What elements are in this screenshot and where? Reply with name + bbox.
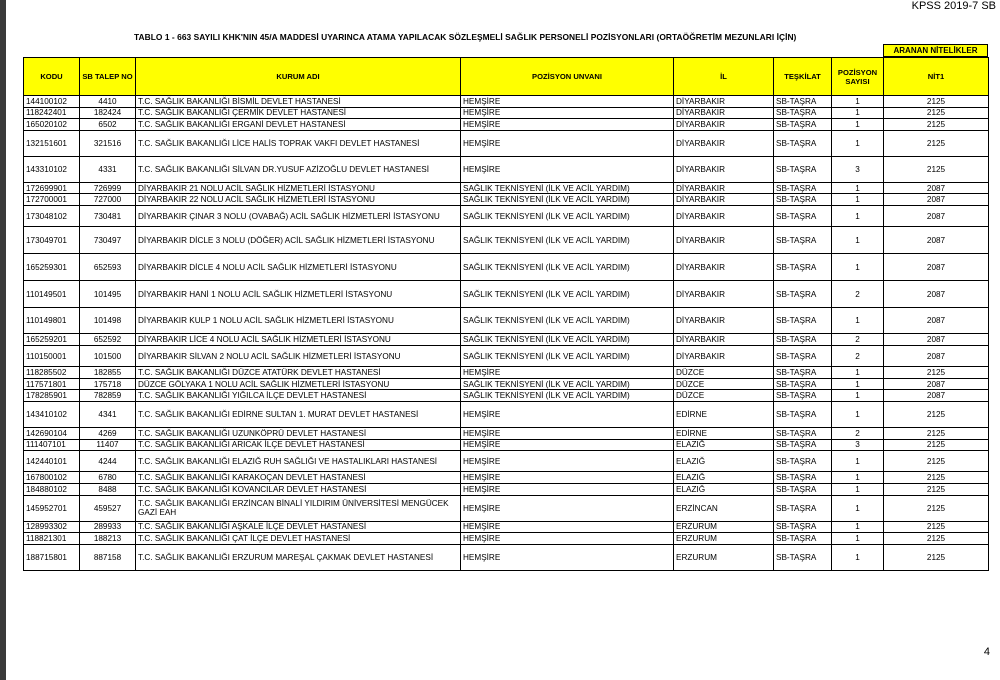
cell-sayi: 1 — [832, 308, 884, 334]
cell-nit: 2125 — [884, 533, 989, 545]
cell-talep: 8488 — [80, 484, 136, 496]
cell-pozisyon: SAĞLIK TEKNİSYENİ (İLK VE ACİL YARDIM) — [461, 182, 674, 194]
cell-sayi: 1 — [832, 378, 884, 390]
cell-kurum: DİYARBAKIR ÇINAR 3 NOLU (OVABAĞ) ACİL SAĞLIK HİZMETLERİ İSTASYONU — [136, 205, 461, 226]
cell-teskilat: SB-TAŞRA — [774, 254, 832, 281]
cell-sayi: 1 — [832, 401, 884, 427]
cell-talep: 4331 — [80, 156, 136, 182]
table-row — [24, 281, 989, 308]
cell-il: DİYARBAKIR — [674, 96, 774, 108]
cell-il: ELAZIĞ — [674, 451, 774, 472]
cell-pozisyon: HEMŞİRE — [461, 544, 674, 570]
cell-sayi: 1 — [832, 533, 884, 545]
table-row — [24, 544, 989, 570]
cell-pozisyon: SAĞLIK TEKNİSYENİ (İLK VE ACİL YARDIM) — [461, 390, 674, 402]
cell-kurum: T.C. SAĞLIK BAKANLIĞI UZUNKÖPRÜ DEVLET HASTANESİ — [136, 427, 461, 439]
cell-il: DİYARBAKIR — [674, 227, 774, 254]
cell-il: ERZİNCAN — [674, 495, 774, 521]
col-header-sb-talep: SB TALEP NO — [80, 58, 136, 96]
cell-teskilat: SB-TAŞRA — [774, 334, 832, 346]
cell-talep: 101495 — [80, 281, 136, 308]
cell-sayi: 2 — [832, 281, 884, 308]
cell-talep: 6780 — [80, 472, 136, 484]
cell-teskilat: SB-TAŞRA — [774, 401, 832, 427]
cell-talep: 4410 — [80, 96, 136, 108]
cell-pozisyon: HEMŞİRE — [461, 156, 674, 182]
cell-nit: 2125 — [884, 107, 989, 119]
col-header-pozisyon: POZİSYON UNVANI — [461, 58, 674, 96]
table-row — [24, 119, 989, 131]
cell-pozisyon: HEMŞİRE — [461, 367, 674, 379]
cell-il: DÜZCE — [674, 378, 774, 390]
cell-kurum: T.C. SAĞLIK BAKANLIĞI ELAZIĞ RUH SAĞLIĞI VE HASTALIKLARI HASTANESİ — [136, 451, 461, 472]
cell-nit: 2087 — [884, 205, 989, 226]
cell-teskilat: SB-TAŞRA — [774, 521, 832, 533]
cell-kurum: DİYARBAKIR DİCLE 4 NOLU ACİL SAĞLIK HİZMETLERİ İSTASYONU — [136, 254, 461, 281]
cell-teskilat: SB-TAŞRA — [774, 345, 832, 366]
cell-pozisyon: HEMŞİRE — [461, 130, 674, 156]
aranan-nitelikler-header: ARANAN NİTELİKLER — [883, 44, 988, 57]
cell-kurum: T.C. SAĞLIK BAKANLIĞI ÇAT İLÇE DEVLET HASTANESİ — [136, 533, 461, 545]
cell-talep: 730497 — [80, 227, 136, 254]
cell-pozisyon: HEMŞİRE — [461, 427, 674, 439]
cell-sayi: 2 — [832, 334, 884, 346]
cell-kodu: 110150001 — [24, 345, 80, 366]
cell-kurum: T.C. SAĞLIK BAKANLIĞI AŞKALE İLÇE DEVLET HASTANESİ — [136, 521, 461, 533]
cell-kodu: 132151601 — [24, 130, 80, 156]
cell-teskilat: SB-TAŞRA — [774, 156, 832, 182]
cell-nit: 2087 — [884, 308, 989, 334]
cell-sayi: 1 — [832, 390, 884, 402]
cell-kodu: 184880102 — [24, 484, 80, 496]
table-row — [24, 439, 989, 451]
cell-teskilat: SB-TAŞRA — [774, 544, 832, 570]
cell-teskilat: SB-TAŞRA — [774, 182, 832, 194]
table-row — [24, 378, 989, 390]
cell-il: DİYARBAKIR — [674, 194, 774, 206]
cell-teskilat: SB-TAŞRA — [774, 533, 832, 545]
cell-il: DİYARBAKIR — [674, 156, 774, 182]
cell-kurum: T.C. SAĞLIK BAKANLIĞI EDİRNE SULTAN 1. MURAT DEVLET HASTANESİ — [136, 401, 461, 427]
cell-teskilat: SB-TAŞRA — [774, 107, 832, 119]
cell-il: ELAZIĞ — [674, 472, 774, 484]
cell-teskilat: SB-TAŞRA — [774, 495, 832, 521]
cell-il: DİYARBAKIR — [674, 345, 774, 366]
cell-kurum: T.C. SAĞLIK BAKANLIĞI ÇERMİK DEVLET HASTANESİ — [136, 107, 461, 119]
cell-talep: 4341 — [80, 401, 136, 427]
table-row — [24, 367, 989, 379]
cell-kurum: T.C. SAĞLIK BAKANLIĞI DÜZCE ATATÜRK DEVLET HASTANESİ — [136, 367, 461, 379]
cell-il: DÜZCE — [674, 390, 774, 402]
cell-sayi: 1 — [832, 367, 884, 379]
cell-talep: 188213 — [80, 533, 136, 545]
cell-nit: 2087 — [884, 281, 989, 308]
cell-kodu: 143410102 — [24, 401, 80, 427]
document-page — [6, 0, 1000, 680]
table-row — [24, 427, 989, 439]
cell-kodu: 188715801 — [24, 544, 80, 570]
cell-sayi: 1 — [832, 119, 884, 131]
cell-il: DİYARBAKIR — [674, 130, 774, 156]
cell-teskilat: SB-TAŞRA — [774, 130, 832, 156]
cell-nit: 2087 — [884, 390, 989, 402]
cell-il: ERZURUM — [674, 544, 774, 570]
cell-nit: 2125 — [884, 472, 989, 484]
cell-nit: 2125 — [884, 495, 989, 521]
cell-kodu: 144100102 — [24, 96, 80, 108]
cell-nit: 2125 — [884, 427, 989, 439]
cell-teskilat: SB-TAŞRA — [774, 96, 832, 108]
cell-talep: 321516 — [80, 130, 136, 156]
cell-nit: 2125 — [884, 156, 989, 182]
table-row — [24, 182, 989, 194]
cell-nit: 2125 — [884, 401, 989, 427]
cell-il: DİYARBAKIR — [674, 107, 774, 119]
cell-pozisyon: HEMŞİRE — [461, 495, 674, 521]
col-header-sayisi: POZİSYON SAYISI — [832, 58, 884, 96]
cell-kodu: 178285901 — [24, 390, 80, 402]
cell-talep: 182855 — [80, 367, 136, 379]
table-row — [24, 194, 989, 206]
cell-talep: 4269 — [80, 427, 136, 439]
col-header-kurum: KURUM ADI — [136, 58, 461, 96]
cell-nit: 2125 — [884, 451, 989, 472]
cell-talep: 652593 — [80, 254, 136, 281]
table-row — [24, 390, 989, 402]
cell-pozisyon: HEMŞİRE — [461, 439, 674, 451]
cell-teskilat: SB-TAŞRA — [774, 119, 832, 131]
cell-sayi: 1 — [832, 227, 884, 254]
cell-sayi: 1 — [832, 107, 884, 119]
cell-teskilat: SB-TAŞRA — [774, 472, 832, 484]
cell-pozisyon: HEMŞİRE — [461, 484, 674, 496]
cell-kurum: DÜZCE GÖLYAKA 1 NOLU ACİL SAĞLIK HİZMETLERİ İSTASYONU — [136, 378, 461, 390]
table-body — [24, 96, 989, 571]
table-row — [24, 254, 989, 281]
col-header-il: İL — [674, 58, 774, 96]
cell-pozisyon: HEMŞİRE — [461, 521, 674, 533]
cell-kurum: T.C. SAĞLIK BAKANLIĞI ERGANİ DEVLET HASTANESİ — [136, 119, 461, 131]
cell-kurum: T.C. SAĞLIK BAKANLIĞI SİLVAN DR.YUSUF AZİZOĞLU DEVLET HASTANESİ — [136, 156, 461, 182]
cell-sayi: 1 — [832, 182, 884, 194]
cell-kodu: 128993302 — [24, 521, 80, 533]
col-header-nit1: NİT1 — [884, 58, 989, 96]
cell-sayi: 1 — [832, 544, 884, 570]
cell-nit: 2125 — [884, 439, 989, 451]
cell-talep: 782859 — [80, 390, 136, 402]
cell-nit: 2087 — [884, 378, 989, 390]
cell-pozisyon: HEMŞİRE — [461, 107, 674, 119]
cell-talep: 652592 — [80, 334, 136, 346]
cell-pozisyon: SAĞLIK TEKNİSYENİ (İLK VE ACİL YARDIM) — [461, 334, 674, 346]
cell-talep: 101498 — [80, 308, 136, 334]
cell-nit: 2087 — [884, 194, 989, 206]
cell-il: DİYARBAKIR — [674, 281, 774, 308]
cell-il: DÜZCE — [674, 367, 774, 379]
table-row — [24, 205, 989, 226]
cell-talep: 887158 — [80, 544, 136, 570]
table-row — [24, 156, 989, 182]
cell-nit: 2087 — [884, 254, 989, 281]
table-row — [24, 130, 989, 156]
table-row — [24, 533, 989, 545]
cell-pozisyon: SAĞLIK TEKNİSYENİ (İLK VE ACİL YARDIM) — [461, 227, 674, 254]
table-row — [24, 472, 989, 484]
cell-il: EDİRNE — [674, 427, 774, 439]
cell-pozisyon: SAĞLIK TEKNİSYENİ (İLK VE ACİL YARDIM) — [461, 194, 674, 206]
cell-il: EDİRNE — [674, 401, 774, 427]
table-row — [24, 521, 989, 533]
cell-talep: 6502 — [80, 119, 136, 131]
cell-kurum: DİYARBAKIR DİCLE 3 NOLU (DÖĞER) ACİL SAĞLIK HİZMETLERİ İSTASYONU — [136, 227, 461, 254]
table-row — [24, 107, 989, 119]
cell-il: DİYARBAKIR — [674, 254, 774, 281]
cell-sayi: 1 — [832, 521, 884, 533]
cell-nit: 2125 — [884, 544, 989, 570]
cell-teskilat: SB-TAŞRA — [774, 281, 832, 308]
cell-talep: 727000 — [80, 194, 136, 206]
cell-sayi: 1 — [832, 96, 884, 108]
cell-nit: 2125 — [884, 96, 989, 108]
cell-il: DİYARBAKIR — [674, 205, 774, 226]
cell-kodu: 165259201 — [24, 334, 80, 346]
cell-nit: 2087 — [884, 334, 989, 346]
cell-il: DİYARBAKIR — [674, 182, 774, 194]
cell-kodu: 167800102 — [24, 472, 80, 484]
cell-kurum: T.C. SAĞLIK BAKANLIĞI LİCE HALİS TOPRAK VAKFI DEVLET HASTANESİ — [136, 130, 461, 156]
table-row — [24, 401, 989, 427]
cell-kodu: 110149801 — [24, 308, 80, 334]
cell-kodu: 110149501 — [24, 281, 80, 308]
cell-pozisyon: HEMŞİRE — [461, 96, 674, 108]
cell-talep: 726999 — [80, 182, 136, 194]
cell-sayi: 2 — [832, 427, 884, 439]
cell-sayi: 1 — [832, 495, 884, 521]
table-row — [24, 484, 989, 496]
cell-sayi: 2 — [832, 345, 884, 366]
cell-il: ELAZIĞ — [674, 439, 774, 451]
document-code: KPSS 2019-7 SB — [911, 0, 996, 12]
cell-teskilat: SB-TAŞRA — [774, 427, 832, 439]
cell-teskilat: SB-TAŞRA — [774, 390, 832, 402]
cell-talep: 289933 — [80, 521, 136, 533]
cell-kodu: 172700001 — [24, 194, 80, 206]
cell-nit: 2087 — [884, 182, 989, 194]
cell-nit: 2125 — [884, 130, 989, 156]
cell-kodu: 165259301 — [24, 254, 80, 281]
cell-kodu: 118285502 — [24, 367, 80, 379]
col-header-teskilat: TEŞKİLAT — [774, 58, 832, 96]
cell-nit: 2125 — [884, 484, 989, 496]
cell-talep: 730481 — [80, 205, 136, 226]
table-row — [24, 495, 989, 521]
cell-sayi: 1 — [832, 205, 884, 226]
cell-pozisyon: HEMŞİRE — [461, 119, 674, 131]
cell-teskilat: SB-TAŞRA — [774, 194, 832, 206]
cell-sayi: 3 — [832, 156, 884, 182]
cell-teskilat: SB-TAŞRA — [774, 308, 832, 334]
cell-kurum: DİYARBAKIR SİLVAN 2 NOLU ACİL SAĞLIK HİZMETLERİ İSTASYONU — [136, 345, 461, 366]
cell-kurum: DİYARBAKIR 21 NOLU ACİL SAĞLIK HİZMETLERİ İSTASYONU — [136, 182, 461, 194]
col-header-kodu: KODU — [24, 58, 80, 96]
cell-teskilat: SB-TAŞRA — [774, 205, 832, 226]
cell-kodu: 118821301 — [24, 533, 80, 545]
cell-pozisyon: SAĞLIK TEKNİSYENİ (İLK VE ACİL YARDIM) — [461, 281, 674, 308]
cell-sayi: 1 — [832, 472, 884, 484]
cell-kurum: DİYARBAKIR HANİ 1 NOLU ACİL SAĞLIK HİZMETLERİ İSTASYONU — [136, 281, 461, 308]
cell-teskilat: SB-TAŞRA — [774, 451, 832, 472]
table-row — [24, 96, 989, 108]
cell-pozisyon: HEMŞİRE — [461, 401, 674, 427]
cell-teskilat: SB-TAŞRA — [774, 378, 832, 390]
cell-il: DİYARBAKIR — [674, 334, 774, 346]
cell-kurum: T.C. SAĞLIK BAKANLIĞI KOVANCILAR DEVLET HASTANESİ — [136, 484, 461, 496]
cell-kurum: T.C. SAĞLIK BAKANLIĞI ERZİNCAN BİNALİ YILDIRIM ÜNİVERSİTESİ MENGÜCEK GAZİ EAH — [136, 495, 461, 521]
cell-nit: 2125 — [884, 521, 989, 533]
cell-sayi: 1 — [832, 254, 884, 281]
positions-table — [23, 57, 989, 571]
cell-sayi: 1 — [832, 194, 884, 206]
table-row — [24, 451, 989, 472]
cell-kodu: 142440101 — [24, 451, 80, 472]
cell-kurum: T.C. SAĞLIK BAKANLIĞI ARICAK İLÇE DEVLET HASTANESİ — [136, 439, 461, 451]
cell-pozisyon: SAĞLIK TEKNİSYENİ (İLK VE ACİL YARDIM) — [461, 254, 674, 281]
cell-il: ERZURUM — [674, 533, 774, 545]
cell-pozisyon: HEMŞİRE — [461, 451, 674, 472]
cell-kurum: T.C. SAĞLIK BAKANLIĞI YIĞILCA İLÇE DEVLET HASTANESİ — [136, 390, 461, 402]
table-row — [24, 308, 989, 334]
cell-pozisyon: HEMŞİRE — [461, 472, 674, 484]
cell-pozisyon: SAĞLIK TEKNİSYENİ (İLK VE ACİL YARDIM) — [461, 378, 674, 390]
cell-talep: 182424 — [80, 107, 136, 119]
cell-nit: 2087 — [884, 227, 989, 254]
cell-talep: 459527 — [80, 495, 136, 521]
cell-il: ERZURUM — [674, 521, 774, 533]
cell-il: DİYARBAKIR — [674, 119, 774, 131]
table-header-row — [24, 58, 989, 96]
cell-kurum: DİYARBAKIR KULP 1 NOLU ACİL SAĞLIK HİZMETLERİ İSTASYONU — [136, 308, 461, 334]
page-number: 4 — [983, 646, 990, 658]
cell-kodu: 142690104 — [24, 427, 80, 439]
cell-kodu: 173048102 — [24, 205, 80, 226]
cell-nit: 2125 — [884, 119, 989, 131]
cell-sayi: 1 — [832, 451, 884, 472]
cell-kodu: 118242401 — [24, 107, 80, 119]
cell-pozisyon: SAĞLIK TEKNİSYENİ (İLK VE ACİL YARDIM) — [461, 345, 674, 366]
cell-nit: 2125 — [884, 367, 989, 379]
cell-kodu: 145952701 — [24, 495, 80, 521]
cell-talep: 11407 — [80, 439, 136, 451]
cell-pozisyon: SAĞLIK TEKNİSYENİ (İLK VE ACİL YARDIM) — [461, 205, 674, 226]
cell-sayi: 3 — [832, 439, 884, 451]
cell-kodu: 117571801 — [24, 378, 80, 390]
cell-sayi: 1 — [832, 484, 884, 496]
table-title: TABLO 1 - 663 SAYILI KHK'NIN 45/A MADDESİ UYARINCA ATAMA YAPILACAK SÖZLEŞMELİ SAĞLIK PERSONELİ POZİSYONLARI (ORTAÖĞRETİM MEZUNLARI İÇİN) — [134, 32, 797, 42]
cell-pozisyon: SAĞLIK TEKNİSYENİ (İLK VE ACİL YARDIM) — [461, 308, 674, 334]
table-row — [24, 334, 989, 346]
cell-kurum: DİYARBAKIR LİCE 4 NOLU ACİL SAĞLIK HİZMETLERİ İSTASYONU — [136, 334, 461, 346]
cell-teskilat: SB-TAŞRA — [774, 227, 832, 254]
cell-talep: 101500 — [80, 345, 136, 366]
table-row — [24, 227, 989, 254]
cell-talep: 4244 — [80, 451, 136, 472]
cell-teskilat: SB-TAŞRA — [774, 439, 832, 451]
cell-nit: 2087 — [884, 345, 989, 366]
cell-pozisyon: HEMŞİRE — [461, 533, 674, 545]
cell-kurum: T.C. SAĞLIK BAKANLIĞI BİSMİL DEVLET HASTANESİ — [136, 96, 461, 108]
cell-kurum: DİYARBAKIR 22 NOLU ACİL SAĞLIK HİZMETLERİ İSTASYONU — [136, 194, 461, 206]
cell-kodu: 173049701 — [24, 227, 80, 254]
table-row — [24, 345, 989, 366]
cell-talep: 175718 — [80, 378, 136, 390]
cell-il: ELAZIĞ — [674, 484, 774, 496]
cell-il: DİYARBAKIR — [674, 308, 774, 334]
cell-teskilat: SB-TAŞRA — [774, 367, 832, 379]
cell-kurum: T.C. SAĞLIK BAKANLIĞI ERZURUM MAREŞAL ÇAKMAK DEVLET HASTANESİ — [136, 544, 461, 570]
cell-teskilat: SB-TAŞRA — [774, 484, 832, 496]
cell-kodu: 172699901 — [24, 182, 80, 194]
cell-kodu: 111407101 — [24, 439, 80, 451]
cell-kodu: 143310102 — [24, 156, 80, 182]
cell-kurum: T.C. SAĞLIK BAKANLIĞI KARAKOÇAN DEVLET HASTANESİ — [136, 472, 461, 484]
cell-kodu: 165020102 — [24, 119, 80, 131]
cell-sayi: 1 — [832, 130, 884, 156]
